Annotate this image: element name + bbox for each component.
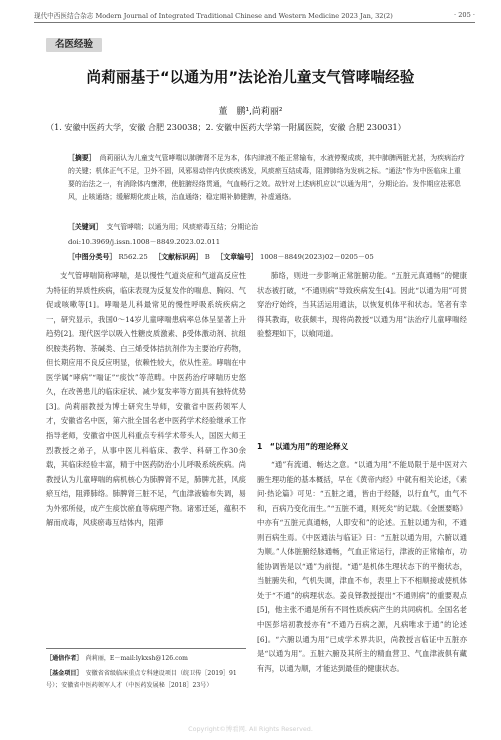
body-column-left: 支气管哮喘简称哮喘，是以慢性气道炎症和气道高反应性为特征的异质性疾病，临床表现为反复发作的喘息、胸闷、气促或咳嗽等[1]。哮喘是儿科最常见的慢性呼吸系统疾病之一，研究显示，我国0～14岁儿童哮喘患病率总体呈显著上升趋势[2]。现代医学以吸入性糖皮质激素、β受体激动剂、抗组织胺类药物、茶碱类、白三烯受体拮抗剂作为主要治疗药物，但长期应用不良反应明显，依赖性较大，依从性差。哮喘在中医学属“哮病”“喘证”“痰饮”等范畴。中医药治疗哮喘历史悠久，在改善患儿的临床症状、减少复发率等方面具有独特优势[3]。尚莉丽教授为博士研究生导师，安徽省中医药领军人才，安徽省名中医，第六批全国名老中医药学术经验继承工作指导老师，安徽省中医儿科重点专科学术带头人，国医大师王烈教授之弟子，从事中医儿科临床、教学、科研工作30余载，其临床经验丰富，精于中医药防治小儿呼吸系统疾病。尚教授认为儿童哮喘的病机核心为肺脾肾不足，肺脾尤甚，风痰瘀互结，阻滞肺络。肺脾肾三脏不足，气血津液输布失调，易为外邪所侵，成产生痰饮瘀血等病理产物。诸邪迁延，蕴积不解而成毒，风痰瘀毒互结体内，阻滞: [46, 271, 246, 528]
article-number-label: ［文章编号］: [216, 253, 258, 261]
doc-code-label: ［文献标识码］: [154, 253, 203, 261]
clc-value: R562.25: [118, 253, 148, 261]
corresponding-author-label: ［通信作者］: [46, 655, 83, 662]
keywords: [68, 221, 466, 234]
abstract-label: ［摘要］: [68, 154, 96, 162]
fund-text: 安徽省省级临床重点专科建设项目（皖卫传［2019］91号）；安徽省中医药领军人才（中医药发展秘［2018］23号）: [46, 670, 237, 689]
journal-header: 现代中西医结合杂志 Modern Journal of Integrated Traditional Chinese and Western Medicine 2023 Jan, 32(2): [34, 12, 393, 20]
classification-line: [68, 251, 374, 261]
fund-note: [46, 668, 246, 691]
section-badge: 名医经验: [46, 38, 102, 52]
running-header: [34, 8, 475, 22]
copyright-watermark: Copyright©博看网. All Rights Reserved.: [188, 725, 313, 733]
fund-label: ［基金项目］: [46, 670, 83, 677]
keywords-text: 支气管哮喘；以通为用；风痰瘀毒互结；分期论治: [106, 223, 259, 231]
article-number-value: 1008－8849(2023)02－0205－05: [259, 253, 374, 261]
doi: doi:10.3969/j.issn.1008－8849.2023.02.011: [68, 238, 221, 246]
abstract-text: 尚莉丽认为儿童支气管哮喘以肺脾肾不足为本，体内津液不能正常输布，水液停聚成痰，其中肺脾两脏尤甚，为疾病治疗的关键；机体正气不足，卫外不固，风邪易动伴内伏痰疾诱发，风痰瘀互结成毒，阻滞肺络为发病之标。“通法”作为中医临床上重要的治法之一，有消除体内壅滞，使脏腑经络贯通，气血畅行之效。故针对上述病机应以“以通为用”，分期论治。发作期应祛邪息风，止咳通络；缓解期化痰止咳，治血通络；稳定期补肺健脾，补虚通络。: [68, 154, 465, 201]
corresponding-author-text: 尚莉丽，E－mail:lykxsh@126.com: [85, 655, 188, 662]
footnote-divider: [46, 648, 246, 649]
body-column-right-bottom: “通”有流通、畅达之意。“以通为用”不能局限于是中医对六腑生理功能的基本概括，早在《黄帝内经》中就有相关论述，《素问·热论篇》可见：“五脏之通，皆由于经隧，以行血气，血气不和，百病乃变化而生。”“五脏不通，则死矣”的记载。《金匮要略》中亦有“五脏元真通畅，人即安和”的论述。五脏以通为和，不通则百病生焉。《中医通法与临证》曰：“五脏以通为用，六腑以通为顺。”人体脏腑经脉通畅，气血正常运行，津液的正常输布，功能协调皆是以“通”为前提。“通”是机体生理状态下的平衡状态，当脏腑失和，气机失调，津血不布，表里上下不相顺接或使机体处于“不通”的病理状态。姜良铎教授提出“不通则病”的重要观点[5]，他主张不通是所有不同性质疾病产生的共同病机。全国名老中医彭培初教授亦有“不通乃百病之源，凡病唯求于通”的论述[6]。“六腑以通为用”已成学术界共识，尚教授言临证中五脏亦是“以通为用”。五脏六腑及其所主的精血营卫、气血津液俱有藏有泻，以通为顺，才能达到最佳的健康状态。: [257, 460, 467, 673]
article-title: 尚莉丽基于“以通为用”法论治儿童支气管哮喘经验: [86, 69, 415, 86]
page-number: · 205 ·: [454, 11, 475, 19]
clc-label: ［中图分类号］: [68, 253, 117, 261]
header-divider: [34, 22, 475, 23]
section-heading: 1 “以通为用”的理论释义: [257, 442, 349, 451]
body-column-right-top: 肺络，则进一步影响正常脏腑功能。“五脏元真通畅”的健康状态被打破，“不通则病”导致疾病发生[4]。因此“以通为用”可贯穿治疗始终，当其活运用通法，以恢复机体平和状态。笔者有幸得其教诲，收获颇丰，现将尚教授“以通为用”法治疗儿童哮喘经验整理如下，以飨同道。: [257, 271, 467, 339]
keywords-label: ［关键词］: [68, 223, 103, 231]
authors: 董 鹏¹,尚莉丽²: [218, 107, 283, 117]
doc-code-value: B: [204, 253, 210, 261]
abstract: [68, 152, 466, 204]
affiliation: （1. 安徽中医药大学，安徽 合肥 230038；2. 安徽中医药大学第一附属医院，安徽 合肥 230031）: [46, 122, 406, 132]
corresponding-author: [46, 653, 246, 665]
